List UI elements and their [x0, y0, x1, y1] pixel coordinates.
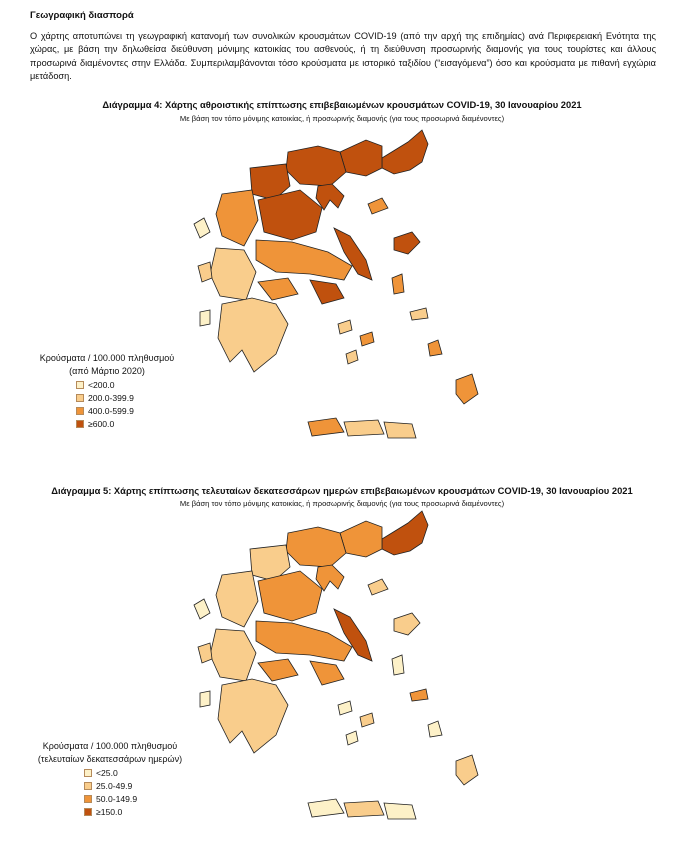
- legend-label: ≥150.0: [96, 806, 123, 817]
- legend-swatch: [76, 394, 84, 402]
- region-cyclades-1: [338, 701, 352, 715]
- region-corinthia: [258, 278, 298, 300]
- region-peloponnese: [218, 679, 288, 753]
- region-central-macedonia: [286, 146, 346, 186]
- region-ionian-1: [194, 599, 210, 619]
- region-samos: [410, 308, 428, 320]
- legend-label: 200.0-399.9: [88, 392, 134, 403]
- legend-label: ≥600.0: [88, 418, 115, 429]
- region-dodecanese-1: [428, 721, 442, 737]
- figure5-subtitle: Με βάση τον τόπο μόνιμης κατοικίας, ή προσωρινής διαμονής (για τους προσωρινά διαμένοντες): [179, 499, 505, 508]
- legend-label: <25.0: [96, 767, 118, 778]
- region-corinthia: [258, 659, 298, 681]
- figure5-legend-item: [84, 792, 190, 805]
- region-samos: [410, 689, 428, 701]
- legend-swatch: [76, 407, 84, 415]
- region-cyclades-2: [360, 713, 374, 727]
- region-epirus: [216, 571, 258, 627]
- region-cyclades-3: [346, 350, 358, 364]
- region-attica: [310, 280, 344, 304]
- figure4-greece-map: [160, 128, 520, 458]
- legend-swatch: [76, 420, 84, 428]
- legend-swatch: [84, 769, 92, 777]
- figure5-legend-item: [84, 805, 190, 818]
- figure4-legend: [32, 352, 182, 430]
- region-dodecanese-1: [428, 340, 442, 356]
- figure5-greece-map: [160, 509, 520, 839]
- region-cyclades-1: [338, 320, 352, 334]
- region-ionian-3: [200, 691, 210, 707]
- region-lesvos: [394, 232, 420, 254]
- figure4-legend-item: [76, 417, 182, 430]
- region-east-macedonia: [340, 521, 382, 557]
- region-thrace: [382, 511, 428, 555]
- region-ionian-2: [198, 643, 212, 663]
- legend-swatch: [84, 782, 92, 790]
- figure4-legend-title: Κρούσματα / 100.000 πληθυσμού: [39, 353, 175, 363]
- region-crete-east: [384, 803, 416, 819]
- region-chios: [392, 274, 404, 294]
- region-ionian-3: [200, 310, 210, 326]
- region-epirus: [216, 190, 258, 246]
- legend-label: <200.0: [88, 379, 115, 390]
- figure4-title: Διάγραμμα 4: Χάρτης αθροιστικής επίπτωσης επιβεβαιωμένων κρουσμάτων COVID-19, 30 Ιανουαρίου 2021: [102, 99, 582, 110]
- legend-label: 50.0-149.9: [96, 793, 138, 804]
- region-cyclades-2: [360, 332, 374, 346]
- legend-swatch: [76, 381, 84, 389]
- region-thessaly: [258, 571, 322, 621]
- figure4-subtitle: Με βάση τον τόπο μόνιμης κατοικίας, ή προσωρινής διαμονής (για τους προσωρινά διαμένοντες): [179, 114, 505, 123]
- figure5-legend: [30, 740, 190, 818]
- legend-label: 400.0-599.9: [88, 405, 134, 416]
- region-crete-east: [384, 422, 416, 438]
- region-ionian-2: [198, 262, 212, 282]
- region-crete-central: [344, 801, 384, 817]
- region-crete-west: [308, 799, 344, 817]
- region-rhodes: [456, 755, 478, 785]
- region-crete-central: [344, 420, 384, 436]
- region-west-greece: [210, 248, 256, 300]
- region-east-macedonia: [340, 140, 382, 176]
- section-heading: Γεωγραφική διασπορά: [30, 10, 134, 21]
- figure4-legend-item: [76, 391, 182, 404]
- intro-paragraph: Ο χάρτης αποτυπώνει τη γεωγραφική κατανομή των συνολικών κρουσμάτων COVID-19 (από την αρχή της επιδημίας) ανά Περιφερειακή Ενότητα της χώρας, με βάση την δηλωθείσα διεύθυνση μόνιμης κατοικίας του ασθενούς, ή τη διεύθυνση προσωρινής διαμονής για τους τουρίστες και άλλους προσωρινά διαμένοντες στην Ελλάδα. Συμπεριλαμβάνονται τόσο κρούσματα με ιστορικό ταξιδίου (“εισαγόμενα”) όσο και κρούσματα με πιθανή εγχώρια μετάδοση.: [30, 31, 656, 81]
- region-cyclades-3: [346, 731, 358, 745]
- figure5-title: Διάγραμμα 5: Χάρτης επίπτωσης τελευταίων δεκατεσσάρων ημερών επιβεβαιωμένων κρουσμάτων COVID-19, 30 Ιανουαρίου 2021: [51, 485, 633, 496]
- figure4-legend-subtitle: (από Μάρτιο 2020): [69, 366, 145, 376]
- region-ionian-1: [194, 218, 210, 238]
- legend-label: 25.0-49.9: [96, 780, 133, 791]
- legend-swatch: [84, 795, 92, 803]
- region-central-macedonia: [286, 527, 346, 567]
- region-west-greece: [210, 629, 256, 681]
- region-peloponnese: [218, 298, 288, 372]
- figure5-legend-item: [84, 779, 190, 792]
- region-lesvos: [394, 613, 420, 635]
- region-rhodes: [456, 374, 478, 404]
- region-thrace: [382, 130, 428, 174]
- legend-swatch: [84, 808, 92, 816]
- region-attica: [310, 661, 344, 685]
- region-chios: [392, 655, 404, 675]
- figure5-legend-title: Κρούσματα / 100.000 πληθυσμού: [42, 741, 178, 751]
- region-limnos: [368, 198, 388, 214]
- region-limnos: [368, 579, 388, 595]
- figure4-legend-item: [76, 378, 182, 391]
- region-central-greece: [256, 240, 352, 280]
- figure4-legend-item: [76, 404, 182, 417]
- region-central-greece: [256, 621, 352, 661]
- figure5-legend-item: [84, 766, 190, 779]
- region-crete-west: [308, 418, 344, 436]
- figure5-legend-subtitle: (τελευταίων δεκατεσσάρων ημερών): [37, 754, 183, 764]
- region-thessaly: [258, 190, 322, 240]
